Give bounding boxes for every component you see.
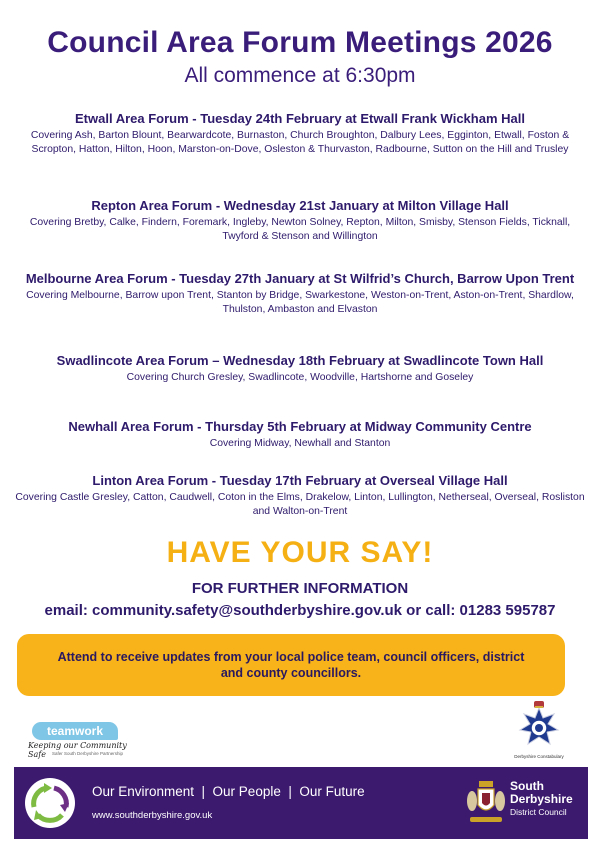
forum-heading: Etwall Area Forum - Tuesday 24th February at Etwall Frank Wickham Hall [75, 111, 525, 126]
police-star-icon [514, 700, 564, 754]
forum-heading: Linton Area Forum - Tuesday 17th February at Overseal Village Hall [92, 473, 508, 488]
council-name [510, 780, 573, 819]
forum-covering: Covering Melbourne, Barrow upon Trent, Stanton by Bridge, Swarkestone, Weston-on-Trent, Aston-on-Trent, Shardlow, Thulston, Ambaston and Elvaston [26, 290, 574, 315]
council-crest-icon [466, 779, 506, 825]
forum-linton [0, 473, 600, 518]
forum-heading: Repton Area Forum - Wednesday 21st January at Milton Village Hall [91, 198, 509, 213]
contact-line[interactable]: email: community.safety@southderbyshire.gov.uk or call: 01283 595787 [44, 602, 556, 619]
council-name-line3: District Council [510, 807, 567, 817]
recycle-arrows-icon [24, 777, 76, 829]
forum-melbourne [0, 271, 600, 316]
police-logo [514, 700, 564, 762]
teamwork-slogan: Keeping our Community Safe [28, 741, 127, 759]
forum-heading: Melbourne Area Forum - Tuesday 27th January at St Wilfrid’s Church, Barrow Upon Trent [25, 271, 575, 286]
teamwork-subline: Safer South Derbyshire Partnership [52, 751, 124, 756]
teamwork-badge: teamwork [32, 722, 118, 740]
forum-repton [0, 198, 600, 243]
forum-covering: Covering Castle Gresley, Catton, Caudwell, Coton in the Elms, Drakelow, Linton, Lullington, Netherseal, Overseal, Rosliston and Walton-on-Trent [15, 492, 585, 517]
forum-heading: Newhall Area Forum - Thursday 5th February at Midway Community Centre [68, 419, 532, 434]
police-caption: Derbyshire Constabulary [514, 754, 564, 759]
page-subtitle: All commence at 6:30pm [184, 64, 416, 87]
footer-website-link[interactable]: www.southderbyshire.gov.uk [92, 810, 213, 821]
footer-strapline: Our Environment | Our People | Our Future [92, 784, 365, 799]
teamwork-logo [28, 722, 138, 758]
page-title: Council Area Forum Meetings 2026 [47, 26, 553, 59]
further-info-heading: FOR FURTHER INFORMATION [191, 580, 409, 597]
forum-swadlincote [0, 353, 600, 385]
forum-heading: Swadlincote Area Forum – Wednesday 18th February at Swadlincote Town Hall [56, 353, 544, 368]
forum-covering: Covering Midway, Newhall and Stanton [209, 438, 391, 449]
forum-covering: Covering Bretby, Calke, Findern, Foremark, Ingleby, Newton Solney, Repton, Milton, Smisby, Stenson Fields, Ticknall, Twyford & Stenson and Willington [29, 217, 571, 242]
forum-newhall [0, 419, 600, 451]
council-name-line2: Derbyshire [510, 792, 573, 806]
forum-covering: Covering Ash, Barton Blount, Bearwardcote, Burnaston, Church Broughton, Dalbury Lees, Egginton, Etwall, Foston & Scropton, Hatton, Hilton, Hoon, Marston-on-Dove, Osleston & Thurvaston, Radbourne, Sutton on the Hill and Trusley [30, 130, 570, 155]
have-your-say-heading: HAVE YOUR SAY! [166, 536, 434, 569]
forum-etwall [0, 111, 600, 156]
footer-banner [14, 767, 588, 839]
callout-box [17, 634, 565, 696]
forum-covering: Covering Church Gresley, Swadlincote, Woodville, Hartshorne and Goseley [126, 372, 474, 383]
callout-text: Attend to receive updates from your local police team, council officers, district and county councillors. [57, 650, 525, 680]
council-name-line1: South [510, 779, 544, 793]
